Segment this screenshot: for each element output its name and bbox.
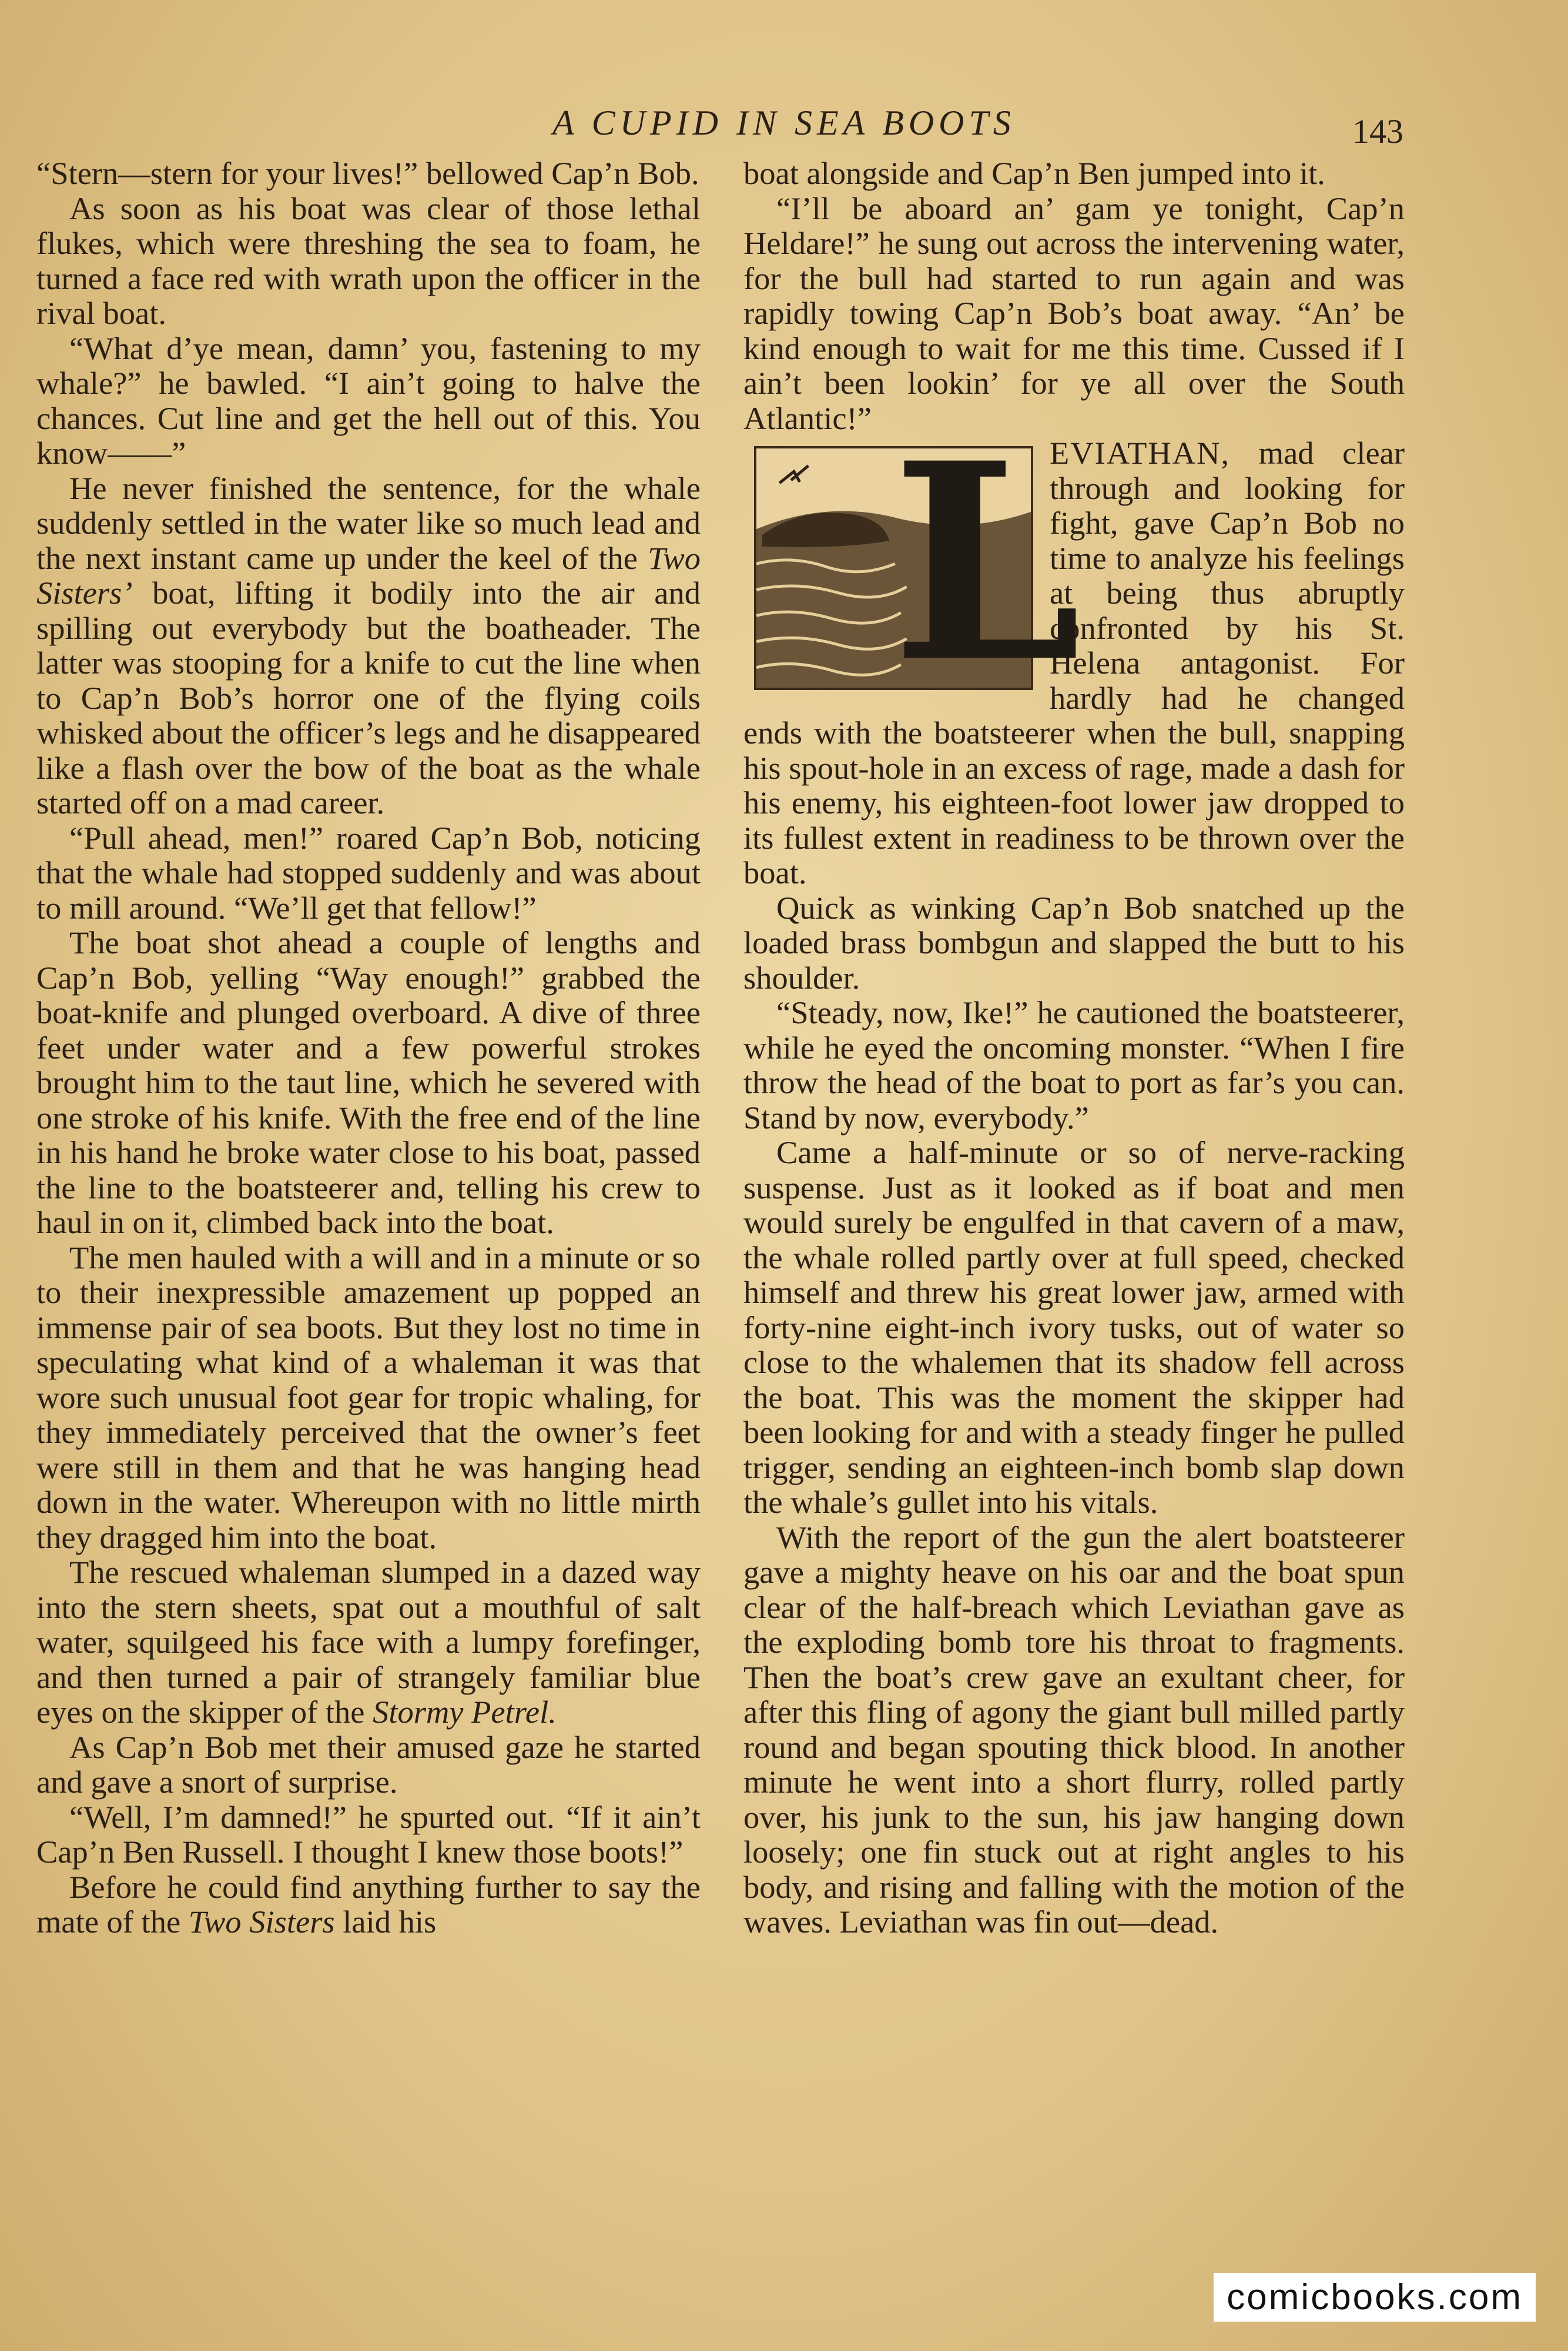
page-number: 143 (1352, 112, 1403, 150)
paragraph: With the report of the gun the alert boatsteerer gave a mighty heave on his oar and the boat spun clear of the half-breach which Leviathan gave as the exploding bomb tore his throat to fragments. Then the boat’s crew gave an exultant cheer, for after this fling of agony the giant bull milled partly round and began spouting thick blood. In another minute he went into a short flurry, rolled partly over, his junk to the sun, his jaw hanging down loosely; one fin stuck out at right angles to his body, and rising and falling with the motion of the waves. Leviathan was fin out—dead. (743, 1519, 1405, 1940)
paragraph: “I’ll be aboard an’ gam ye tonight, Cap’n Heldare!” he sung out across the intervening water, for the bull had started to run again and was rapidly towing Cap’n Bob’s boat away. “An’ be kind enough to wait for me this time. Cussed if I ain’t been lookin’ for ye all over the South Atlantic!” (743, 190, 1405, 436)
paragraph: boat alongside and Cap’n Ben jumped into it. (743, 155, 1325, 191)
text-run: The rescued whaleman slumped in a dazed way into the stern sheets, spat out a mouthful of salt water, squilgeed his face with a lumpy forefinger, and then turned a pair of strangely familiar blue eyes on the skipper of the (36, 1554, 701, 1730)
paragraph: The men hauled with a will and in a minute or so to their inexpressible amazement up popped an immense pair of sea boots. But they lost no time in speculating what kind of a whaleman it was that wore such unusual foot gear for tropic whaling, for they immediately perceived that the owner’s feet were still in them and that he was hanging head down in the water. Whereupon with no little mirth they dragged him into the boat. (36, 1239, 701, 1555)
ship-name: Two Sisters (188, 1904, 335, 1940)
paragraph (36, 1555, 701, 1730)
paragraph: As soon as his boat was clear of those lethal flukes, which were threshing the sea to foam, he turned a face red with wrath upon the officer in the rival boat. (36, 190, 701, 331)
paragraph: The boat shot ahead a couple of lengths and Cap’n Bob, yelling “Way enough!” grabbed the boat-knife and plunged overboard. A dive of three feet under water and a few powerful strokes brought him to the taut line, which he severed with one stroke of his knife. With the free end of the line in his hand he broke water close to his boat, passed the line to the boatsteerer and, telling his crew to haul in on it, climbed back into the boat. (36, 925, 701, 1240)
text-run: laid his (334, 1904, 437, 1940)
lead-caps: EVIATHAN, (1050, 435, 1231, 471)
paragraph: Quick as winking Cap’n Bob snatched up the loaded brass bombgun and slapped the butt to his shoulder. (743, 889, 1405, 996)
running-title: A CUPID IN SEA BOOTS (552, 103, 1016, 142)
right-column (743, 156, 1405, 1940)
drop-cap-letter: L (892, 404, 1082, 722)
text-run: He never finished the sentence, for the whale suddenly settled in the water like so much lead and the next instant came up under the keel of the (36, 470, 701, 576)
left-column (36, 156, 701, 1940)
ship-name: Stormy Petrel. (373, 1694, 557, 1730)
text-run: Before he could find anything further to say the mate of the (36, 1868, 701, 1940)
paragraph (36, 1870, 701, 1940)
text-run: boat, lifting it bodily into the air and spilling out everybody but the boatheader. The latter was stooping for a knife to cut the line when to Cap’n Bob’s horror one of the flying coils whisked about the officer’s legs and he disappeared like a flash over the bow of the boat as the whale started off on a mad career. (36, 575, 701, 820)
ship-name: Two Sisters’ (36, 540, 701, 611)
drop-cap-illustration (754, 404, 1082, 722)
paragraph: “Stern—stern for your lives!” bellowed Cap’n Bob. (36, 155, 699, 191)
paragraph: “Steady, now, Ike!” he cautioned the boatsteerer, while he eyed the oncoming monster. “When I fire throw the head of the boat to port as far’s you can. Stand by now, everybody.” (743, 994, 1405, 1136)
paragraph: Came a half-minute or so of nerve-racking suspense. Just as it looked as if boat and men would surely be engulfed in that cavern of a maw, the whale rolled partly over at full speed, checked himself and threw his great lower jaw, armed with forty-nine eight-inch ivory tusks, out of water so close to the whalemen that its shadow fell across the boat. This was the moment the skipper had been looking for and with a steady finger he pulled trigger, sending an eighteen-inch bomb slap down the whale’s gullet into his vitals. (743, 1134, 1405, 1520)
paragraph (36, 471, 701, 820)
site-watermark: comicbooks.com (1214, 2273, 1536, 2322)
paragraph: “Pull ahead, men!” roared Cap’n Bob, noticing that the whale had stopped suddenly and was about to mill around. “We’ll get that fellow!” (36, 819, 701, 926)
paragraph: “Well, I’m damned!” he spurted out. “If it ain’t Cap’n Ben Russell. I thought I knew those boots!” (36, 1799, 701, 1870)
paragraph: As Cap’n Bob met their amused gaze he started and gave a snort of surprise. (36, 1729, 701, 1800)
text-run: mad clear through and looking for fight, gave Cap’n Bob no time to analyze his feelings at being thus abruptly confronted by his St. Helena antagonist. For hardly had he changed ends with the boatsteerer when the bull, snapping his spout-hole in an excess of rage, made a dash for his enemy, his eighteen-foot lower jaw dropped to its fullest extent in readiness to be thrown over the boat. (743, 435, 1405, 890)
paragraph: “What d’ye mean, damn’ you, fastening to my whale?” he bawled. “I ain’t going to halve the chances. Cut line and get the hell out of this. You know——” (36, 330, 701, 471)
paragraph (743, 404, 1405, 890)
